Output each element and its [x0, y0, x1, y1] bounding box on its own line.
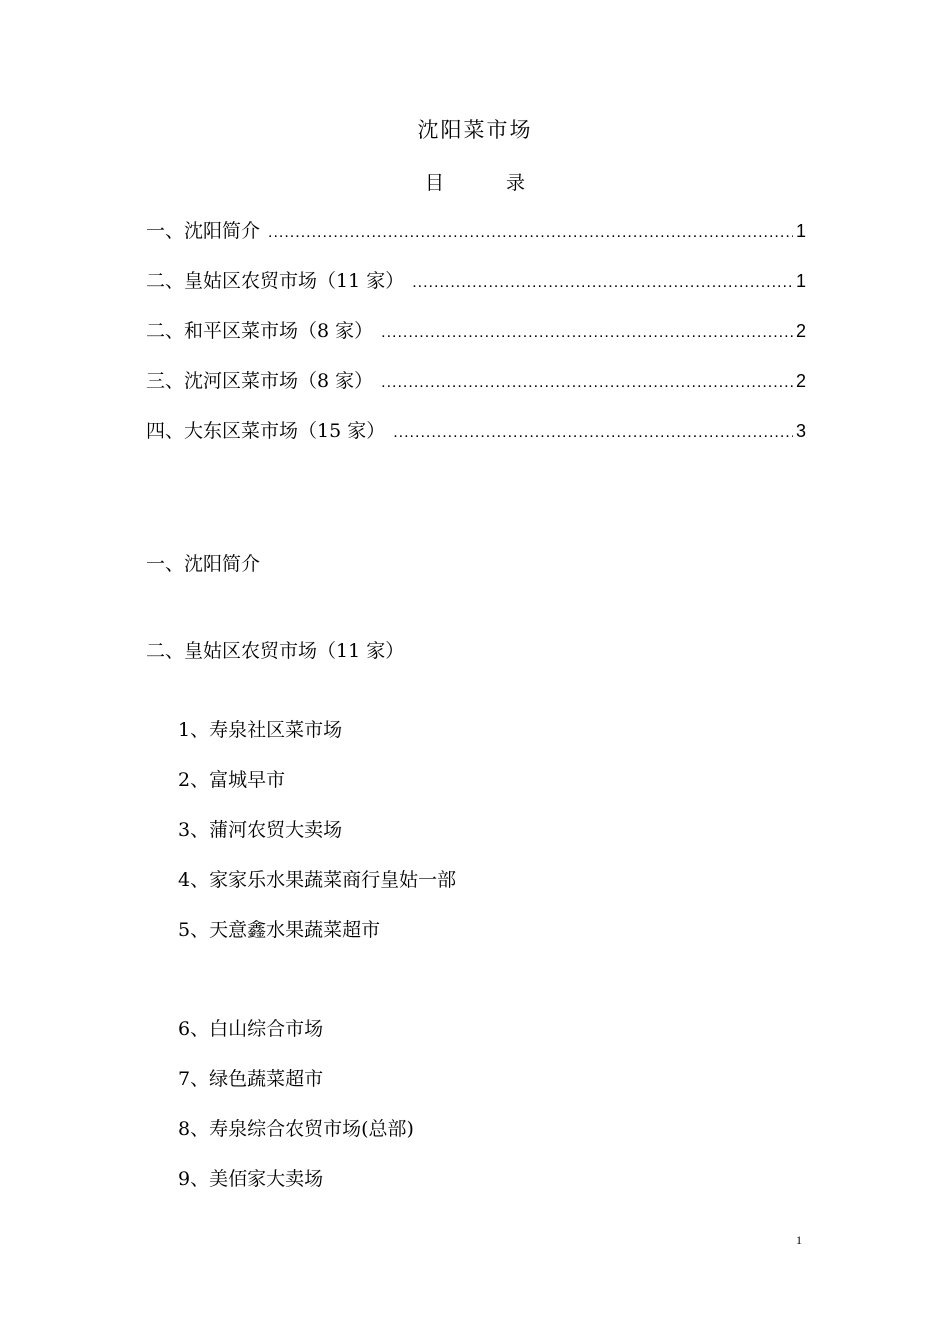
toc-leader-dots: [381, 324, 793, 342]
toc-entry-label: 四、大东区菜市场（15 家）: [146, 420, 386, 442]
market-list: [178, 716, 456, 966]
toc-entry[interactable]: [146, 366, 806, 416]
list-item: 6、白山综合市场: [178, 1018, 324, 1040]
list-item: 4、家家乐水果蔬菜商行皇姑一部: [178, 869, 457, 891]
toc-leader-dots: [381, 374, 793, 392]
list-item: 7、绿色蔬菜超市: [178, 1068, 324, 1090]
list-item: 8、寿泉综合农贸市场(总部): [178, 1118, 414, 1140]
toc-leader-dots: [393, 424, 793, 442]
toc-entry-label: 二、皇姑区农贸市场（11 家）: [146, 270, 405, 292]
toc-entry-page: 2: [795, 321, 806, 341]
toc-entry-label: 一、沈阳简介: [146, 220, 261, 242]
section-heading: 二、皇姑区农贸市场（11 家）: [146, 640, 405, 662]
toc-entry[interactable]: [146, 266, 806, 316]
toc-heading: 目 录: [424, 172, 526, 194]
toc-entry[interactable]: [146, 416, 806, 466]
list-item: 5、天意鑫水果蔬菜超市: [178, 919, 381, 941]
toc-entry-page: 2: [795, 371, 806, 391]
market-list: [178, 1015, 414, 1215]
toc-entry-label: 三、沈河区菜市场（8 家）: [146, 370, 374, 392]
section-heading: 一、沈阳简介: [146, 553, 261, 575]
list-item: 3、蒲河农贸大卖场: [178, 819, 343, 841]
list-item: 9、美佰家大卖场: [178, 1168, 324, 1190]
toc-entry[interactable]: [146, 216, 806, 266]
toc-entry-page: 1: [795, 271, 806, 291]
toc-entry-page: 3: [795, 421, 806, 441]
table-of-contents: [146, 216, 806, 466]
list-item: 2、富城早市: [178, 769, 286, 791]
list-item: 1、寿泉社区菜市场: [178, 719, 343, 741]
toc-entry[interactable]: [146, 316, 806, 366]
toc-leader-dots: [412, 274, 793, 292]
page-number: 1: [796, 1233, 802, 1247]
toc-entry-label: 二、和平区菜市场（8 家）: [146, 320, 374, 342]
toc-leader-dots: [268, 224, 793, 242]
toc-entry-page: 1: [795, 221, 806, 241]
document-title: 沈阳菜市场: [417, 118, 533, 142]
